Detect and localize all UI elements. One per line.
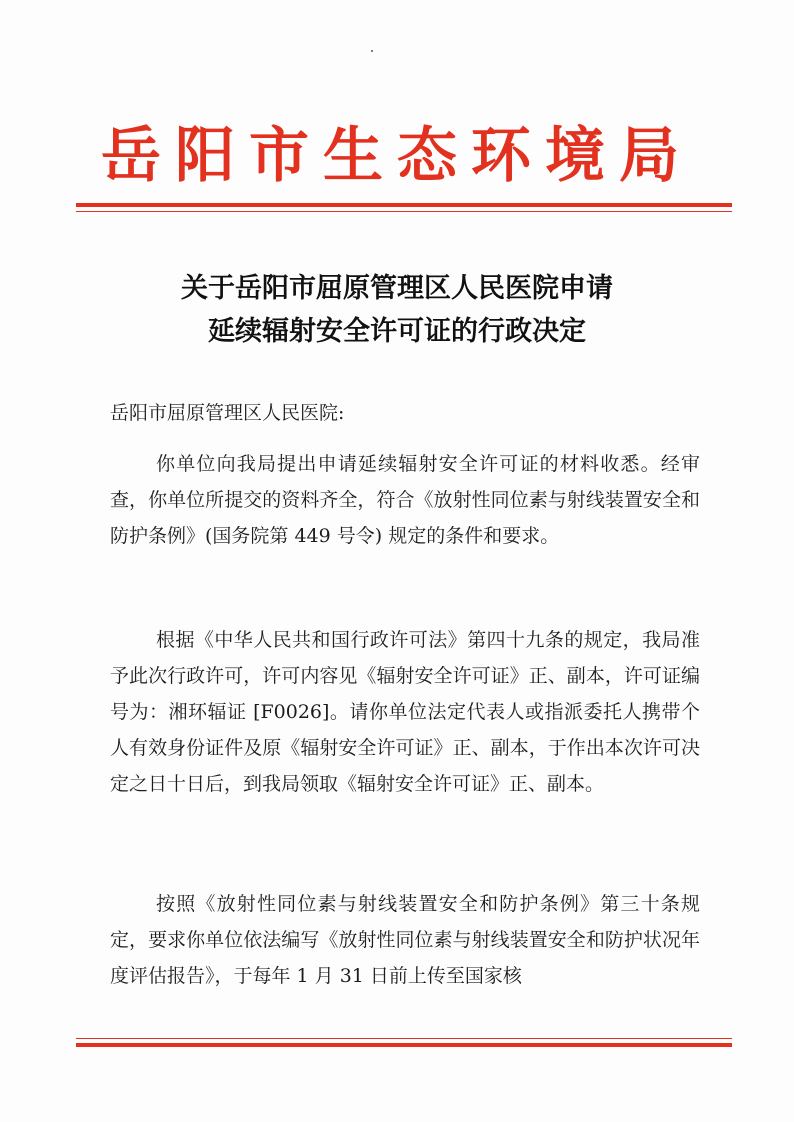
body-paragraph: 你单位向我局提出申请延续辐射安全许可证的材料收悉。经审查，你单位所提交的资料齐全，符合《放射性同位素与射线装置安全和防护条例》(国务院第 449 号令) 规定的条件和要求。 xyxy=(110,453,700,547)
footer-rule-thick xyxy=(76,1043,732,1047)
salutation: 岳阳市屈原管理区人民医院: xyxy=(110,402,345,424)
document-title-line-2: 延续辐射安全许可证的行政决定 xyxy=(208,316,586,347)
document-title-line-1: 关于岳阳市屈原管理区人民医院申请 xyxy=(181,273,613,304)
letterhead-rule-thick xyxy=(76,203,732,207)
scan-speck xyxy=(371,50,373,52)
letterhead-org-name: 岳阳市生态环境局 xyxy=(101,121,693,191)
letterhead-rule-thin xyxy=(76,211,732,212)
footer-rule-thin xyxy=(76,1038,732,1039)
body-paragraph: 根据《中华人民共和国行政许可法》第四十九条的规定，我局准予此次行政许可，许可内容见《辐射安全许可证》正、副本，许可证编号为：湘环辐证 [F0026]。请你单位法定代表人或指派委托人携带个人有效身份证件及原《辐射安全许可证》正、副本，于作出本次许可决定之日十日后，到我局领取《辐射安全许可证》正、副本。 xyxy=(110,629,700,795)
body-paragraph: 按照《放射性同位素与射线装置安全和防护条例》第三十条规定，要求你单位依法编写《放射性同位素与射线装置安全和防护状况年度评估报告》，于每年 1 月 31 日前上传至国家核 xyxy=(110,893,700,987)
